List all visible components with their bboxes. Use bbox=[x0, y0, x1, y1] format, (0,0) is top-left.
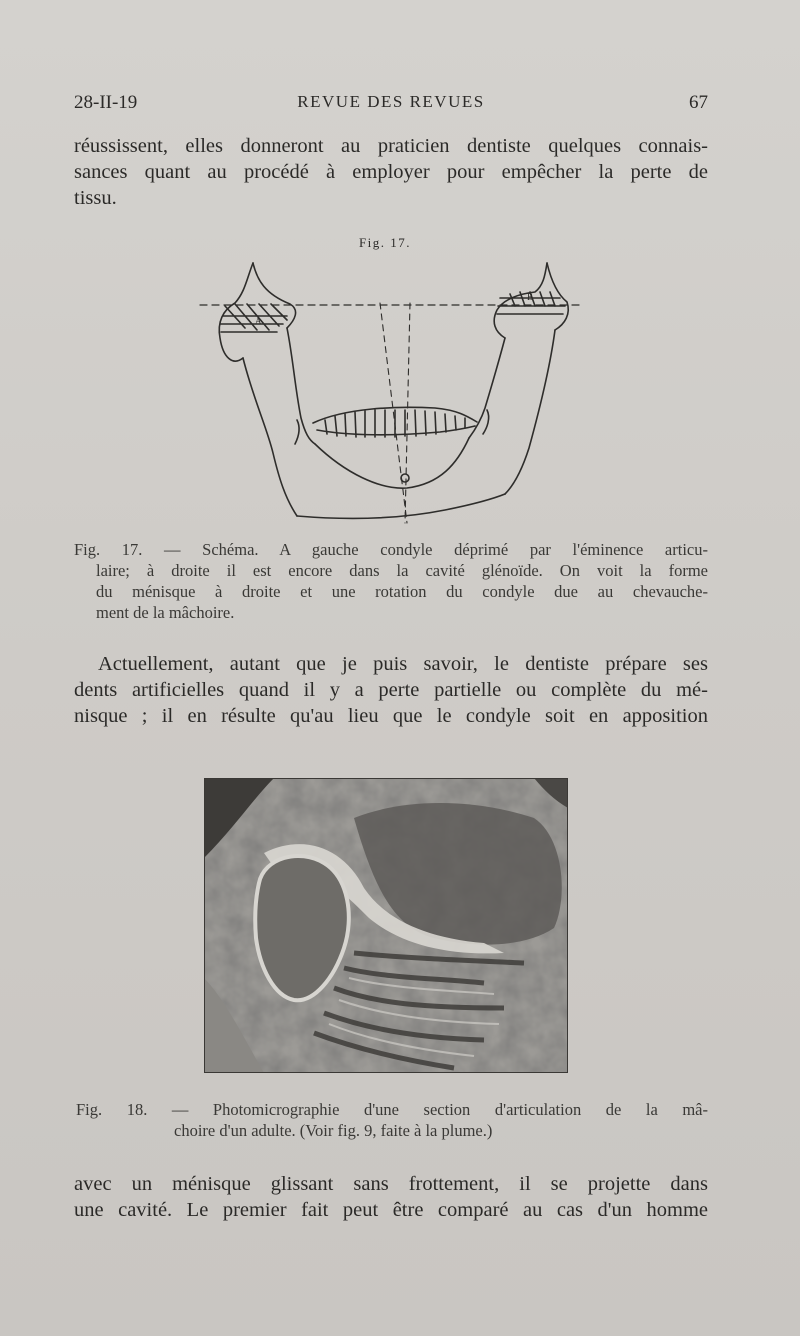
paragraph-main bbox=[74, 651, 708, 729]
caption-line: du ménisque à droite et une rotation du condyle due au chevauche- bbox=[96, 582, 708, 601]
text-line: tissu. bbox=[74, 187, 117, 209]
text-line: sances quant au procédé à employer pour empêcher la perte de bbox=[74, 161, 708, 183]
caption-line: ment de la mâchoire. bbox=[96, 603, 235, 622]
figure-18-caption bbox=[76, 1099, 708, 1141]
figure-17-caption bbox=[74, 539, 708, 623]
caption-line: Fig. 18. — Photomicrographie d'une section d'articulation de la mâ- bbox=[76, 1100, 708, 1119]
text-line: avec un ménisque glissant sans frottement, il se projette dans bbox=[74, 1173, 708, 1195]
figure-17-jaw-diagram bbox=[195, 258, 585, 528]
header-journal-title: REVUE DES REVUES bbox=[297, 92, 485, 111]
caption-line: Fig. 17. — Schéma. A gauche condyle déprimé par l'éminence articu- bbox=[74, 540, 708, 559]
text-line: dents artificielles quand il y a perte partielle ou complète du mé- bbox=[74, 679, 708, 701]
running-header bbox=[74, 92, 708, 122]
paragraph-continuation bbox=[74, 1171, 708, 1223]
text-line: nisque ; il en résulte qu'au lieu que le condyle soit en apposition bbox=[74, 705, 708, 727]
label-b: B bbox=[527, 292, 534, 302]
header-date: 28-II-19 bbox=[74, 92, 138, 113]
paragraph-intro bbox=[74, 133, 708, 211]
label-a: A bbox=[255, 316, 262, 326]
figure-18-photomicrograph bbox=[204, 778, 568, 1073]
figure-17-title: Fig. 17. bbox=[358, 235, 412, 250]
text-line: réussissent, elles donneront au praticien dentiste quelques connais- bbox=[74, 135, 708, 157]
page-number: 67 bbox=[689, 92, 708, 113]
text-line: une cavité. Le premier fait peut être comparé au cas d'un homme bbox=[74, 1199, 708, 1221]
caption-line: choire d'un adulte. (Voir fig. 9, faite à la plume.) bbox=[174, 1121, 493, 1140]
text-line: Actuellement, autant que je puis savoir, le dentiste prépare ses bbox=[98, 653, 708, 675]
caption-line: laire; à droite il est encore dans la cavité glénoïde. On voit la forme bbox=[96, 561, 708, 580]
